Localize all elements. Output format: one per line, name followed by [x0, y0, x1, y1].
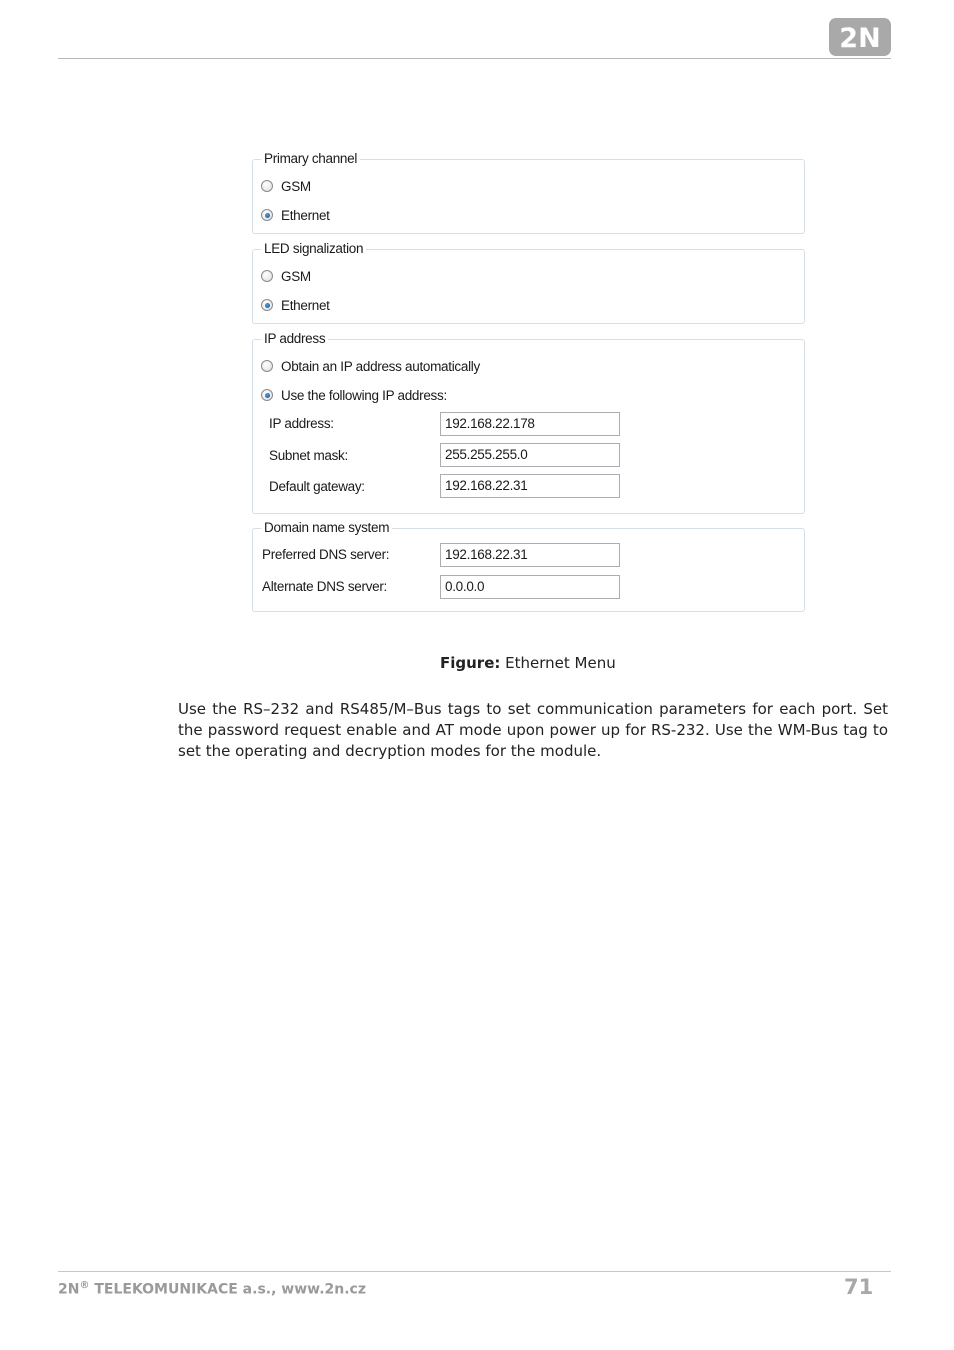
radio-button[interactable] — [261, 299, 273, 311]
figure-caption — [440, 654, 616, 672]
group-title: LED signalization — [261, 241, 366, 257]
2n-logo — [829, 18, 891, 56]
subnet-mask-label: Subnet mask: — [269, 448, 348, 463]
footer-brand: 2N — [58, 1281, 80, 1298]
registered-mark: ® — [79, 1280, 90, 1291]
obtain-ip-automatically-radio[interactable] — [261, 357, 480, 375]
radio-label: Obtain an IP address automatically — [281, 358, 480, 374]
led-signalization-group — [252, 241, 805, 324]
ip-address-label: IP address: — [269, 416, 334, 431]
default-gateway-label: Default gateway: — [269, 479, 365, 494]
radio-button[interactable] — [261, 209, 273, 221]
caption-prefix: Figure: — [440, 654, 501, 672]
footer-company-rest: TELEKOMUNIKACE a.s., www.2n.cz — [89, 1281, 366, 1298]
primary-channel-group — [252, 151, 805, 234]
group-title: IP address — [261, 331, 328, 347]
radio-button[interactable] — [261, 180, 273, 192]
footer-company — [58, 1280, 366, 1298]
body-paragraph: Use the RS–232 and RS485/M–Bus tags to set communication parameters for each port. Set the password request enable and AT mode upon power up for RS-232. Use the WM-Bus tag to set the operating and decryption modes for the module. — [178, 700, 888, 760]
ethernet-settings-dialog — [250, 148, 810, 616]
dns-group — [252, 520, 805, 612]
radio-label: GSM — [281, 268, 311, 284]
primary-channel-ethernet-radio[interactable] — [261, 206, 330, 224]
subnet-mask-input[interactable]: 255.255.255.0 — [440, 443, 620, 467]
radio-label: Use the following IP address: — [281, 387, 447, 403]
preferred-dns-input[interactable]: 192.168.22.31 — [440, 543, 620, 567]
radio-label: Ethernet — [281, 207, 330, 223]
primary-channel-gsm-radio[interactable] — [261, 177, 311, 195]
ip-address-group — [252, 331, 805, 514]
default-gateway-input[interactable]: 192.168.22.31 — [440, 474, 620, 498]
logo-text: 2N — [839, 23, 881, 54]
ip-address-input[interactable]: 192.168.22.178 — [440, 412, 620, 436]
caption-text: Ethernet Menu — [505, 654, 616, 672]
preferred-dns-label: Preferred DNS server: — [262, 547, 390, 562]
radio-label: GSM — [281, 178, 311, 194]
alternate-dns-label: Alternate DNS server: — [262, 579, 387, 594]
radio-label: Ethernet — [281, 297, 330, 313]
radio-button[interactable] — [261, 360, 273, 372]
radio-button[interactable] — [261, 389, 273, 401]
led-signalization-ethernet-radio[interactable] — [261, 296, 330, 314]
header-divider — [58, 58, 891, 59]
page-number: 71 — [844, 1275, 874, 1299]
radio-button[interactable] — [261, 270, 273, 282]
group-title: Primary channel — [261, 151, 360, 167]
use-following-ip-radio[interactable] — [261, 386, 447, 404]
group-title: Domain name system — [261, 520, 392, 536]
led-signalization-gsm-radio[interactable] — [261, 267, 311, 285]
footer-divider — [58, 1271, 891, 1272]
alternate-dns-input[interactable]: 0.0.0.0 — [440, 575, 620, 599]
